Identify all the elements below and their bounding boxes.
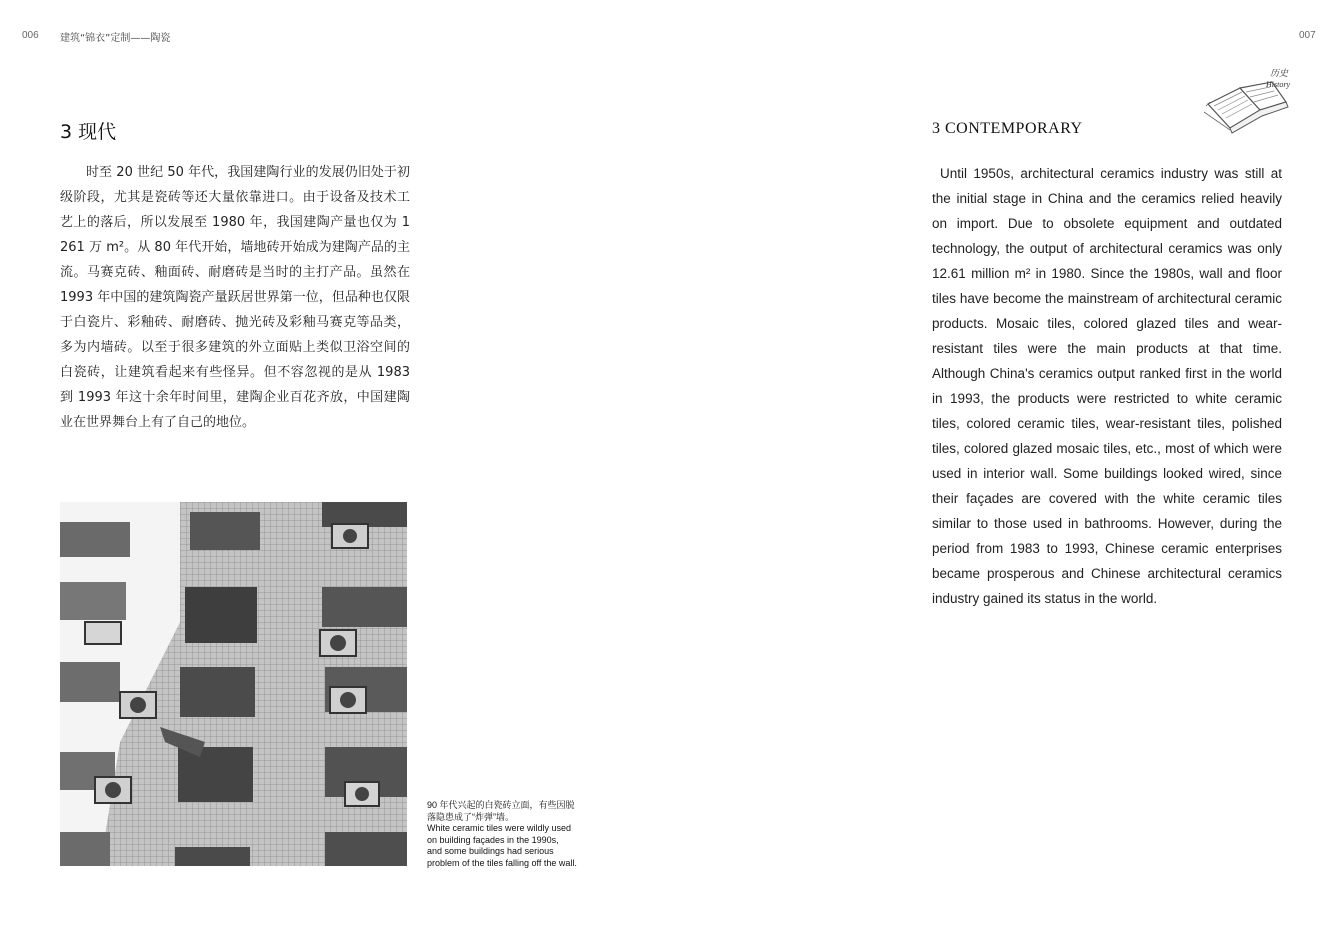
open-book-icon <box>1200 62 1308 136</box>
caption-cn-line-1: 90 年代兴起的白瓷砖立面，有些因脱 <box>427 800 575 810</box>
chinese-body-text: 时至 20 世纪 50 年代，我国建陶行业的发展仍旧处于初级阶段，尤其是瓷砖等还大量依靠进口。由于设备及技术工艺上的落后，所以发展至 1980 年，我国建陶产量也仅为 1 261 万 m²。从 80 年代开始，墙地砖开始成为建陶产品的主流。马赛克砖、釉面砖、耐磨砖是当时的主打产品。虽然在 1993 年中国的建筑陶瓷产量跃居世界第一位，但品种也仅限于白瓷片、彩釉砖、耐磨砖、抛光砖及彩釉马赛克等品类，多为内墙砖。以至于很多建筑的外立面贴上类似卫浴空间的白瓷砖，让建筑看起来有些怪异。但不容忽视的是从 1983 到 1993 年这十余年时间里，建陶企业百花齐放，中国建陶业在世界舞台上有了自己的地位。 <box>60 165 410 430</box>
photo-caption <box>427 800 607 869</box>
english-body-text: Until 1950s, architectural ceramics industry was still at the initial stage in China and the ceramics relied heavily on import. Due to obsolete equipment and outdated technology, the output of architectural ceramics was only 12.61 million m² in 1980. Since the 1980s, wall and floor tiles have become the mainstream of architectural ceramic products. Mosaic tiles, colored glazed tiles and wear-resistant tiles were the main products at that time. Although China's ceramics output ranked first in the world in 1993, the products were restricted to white ceramic tiles, colored ceramic tiles, wear-resistant tiles, polished tiles, colored glazed mosaic tiles, etc., most of which were used in interior wall. Some buildings looked wired, since their façades are covered with the white ceramic tiles similar to those used in bathrooms. However, during the period from 1983 to 1993, Chinese ceramic enterprises became prosperous and Chinese architectural ceramics industry gained its status in the world. <box>932 166 1282 606</box>
caption-en-line-1: White ceramic tiles were wildly used <box>427 823 572 833</box>
caption-en-line-2: on building façades in the 1990s, <box>427 834 559 845</box>
running-head: 建筑“锦衣”定制——陶瓷 <box>60 33 171 44</box>
history-badge <box>1200 62 1308 136</box>
english-section-title: 3 CONTEMPORARY <box>932 120 1083 137</box>
building-facade-photo <box>60 502 407 866</box>
page-number-right: 007 <box>1299 30 1316 41</box>
caption-cn-line-2: 落隐患成了“炸弹”墙。 <box>427 811 514 822</box>
chinese-section-title: 3 现代 <box>60 121 117 143</box>
history-label-cn: 历史 <box>1270 69 1289 79</box>
history-label-en: History <box>1266 80 1290 89</box>
caption-en-line-4: problem of the tiles falling off the wall. <box>427 857 577 868</box>
page-number-left: 006 <box>22 30 39 41</box>
caption-en-line-3: and some buildings had serious <box>427 846 554 856</box>
